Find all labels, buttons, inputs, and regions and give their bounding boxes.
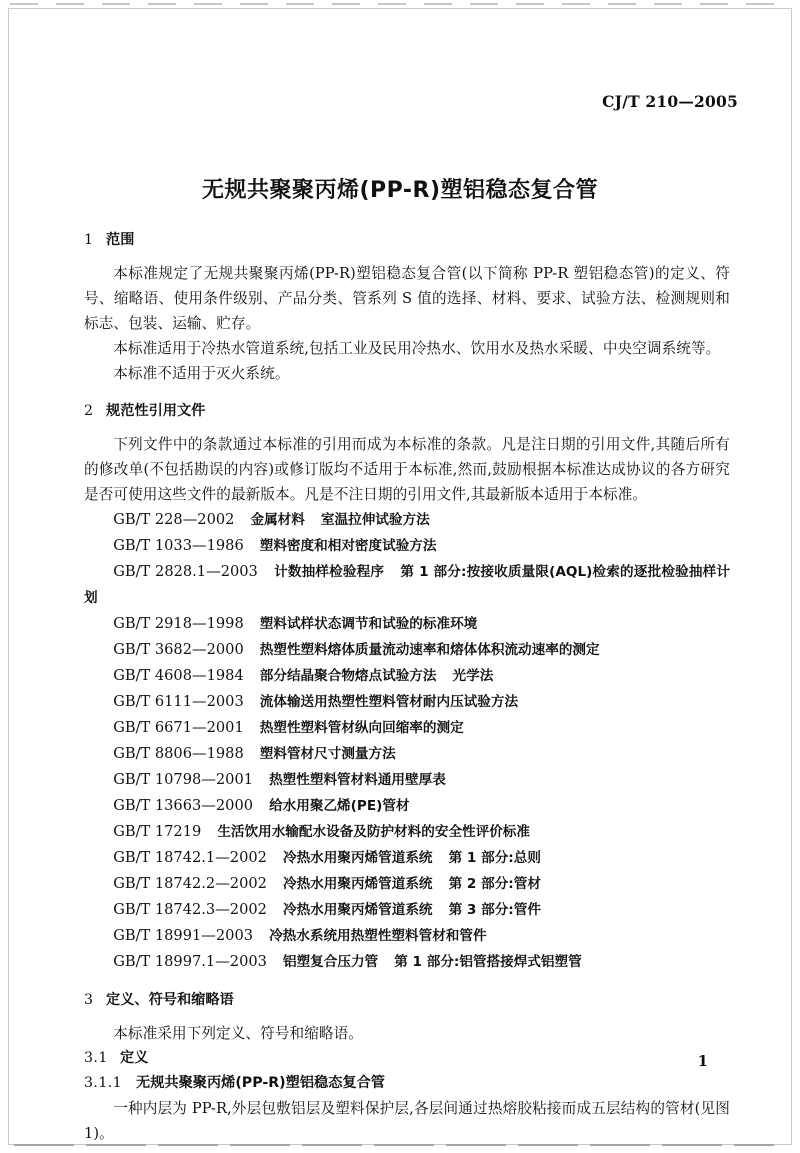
scope-paragraph-1: 本标准规定了无规共聚聚丙烯(PP-R)塑铝稳态复合管(以下简称 PP-R 塑铝稳态管)的定义、符号、缩略语、使用条件级别、产品分类、管系列 S 值的选择、材料、要求、试验方法、检测规则和标志、包装、运输、贮存。 bbox=[84, 265, 730, 332]
list-item bbox=[84, 559, 730, 611]
reference-code: GB/T 18742.1—2002 bbox=[113, 849, 267, 866]
reference-subtitle: 第 2 部分:管材 bbox=[448, 876, 541, 892]
list-item bbox=[84, 715, 730, 741]
list-item bbox=[84, 767, 730, 793]
reference-subtitle: 光学法 bbox=[452, 668, 494, 684]
reference-title: 计数抽样检验程序 bbox=[273, 564, 385, 580]
reference-title: 冷热水用聚丙烯管道系统 bbox=[283, 850, 433, 866]
scope-paragraph-2: 本标准适用于冷热水管道系统,包括工业及民用冷热水、饮用水及热水采暖、中央空调系统等。 bbox=[113, 340, 721, 357]
section-number-normative-references: 2 bbox=[84, 403, 94, 419]
running-header-standard-code: CJ/T 210—2005 bbox=[602, 92, 738, 111]
list-item bbox=[84, 819, 730, 845]
reference-code: GB/T 18742.2—2002 bbox=[113, 875, 267, 892]
reference-code: GB/T 2828.1—2003 bbox=[113, 563, 258, 580]
section-title-normative-references: 规范性引用文件 bbox=[106, 403, 206, 419]
scope-paragraph-3: 本标准不适用于灭火系统。 bbox=[113, 365, 290, 382]
reference-title: 流体输送用热塑性塑料管材耐内压试验方法 bbox=[259, 694, 519, 710]
section-number-scope: 1 bbox=[84, 232, 94, 248]
reference-title: 塑料试样状态调节和试验的标准环境 bbox=[259, 616, 478, 632]
reference-code: GB/T 18997.1—2003 bbox=[113, 953, 267, 970]
spacer bbox=[84, 424, 730, 432]
reference-subtitle: 第 3 部分:管件 bbox=[448, 902, 541, 918]
subsection-number-definitions: 3.1 bbox=[84, 1050, 108, 1066]
section-heading-definitions bbox=[84, 988, 730, 1013]
reference-subtitle: 第 1 部分:铝管搭接焊式铝塑管 bbox=[394, 954, 582, 970]
reference-code: GB/T 3682—2000 bbox=[113, 641, 244, 658]
section-heading-scope bbox=[84, 228, 730, 253]
list-item bbox=[84, 663, 730, 689]
reference-title: 给水用聚乙烯(PE)管材 bbox=[269, 798, 410, 814]
subsubsection-number-ppr-pipe: 3.1.1 bbox=[84, 1075, 123, 1091]
document-title: 无规共聚聚丙烯(PP-R)塑铝稳态复合管 bbox=[201, 177, 599, 203]
reference-code: GB/T 18991—2003 bbox=[113, 927, 254, 944]
list-item bbox=[84, 897, 730, 923]
reference-subtitle: 第 1 部分:按接收质量限(AQL)检索的逐批检验抽样计划 bbox=[84, 564, 730, 606]
reference-code: GB/T 13663—2000 bbox=[113, 797, 254, 814]
reference-code: GB/T 18742.3—2002 bbox=[113, 901, 267, 918]
reference-title: 塑料管材尺寸测量方法 bbox=[259, 746, 396, 762]
list-item bbox=[84, 871, 730, 897]
reference-title: 冷热水用聚丙烯管道系统 bbox=[283, 902, 433, 918]
reference-subtitle: 第 1 部分:总则 bbox=[448, 850, 541, 866]
subsection-title-definitions: 定义 bbox=[120, 1050, 149, 1066]
reference-code: GB/T 228—2002 bbox=[113, 511, 235, 528]
reference-title: 金属材料 bbox=[250, 512, 305, 528]
reference-title: 热塑性塑料管材纵向回缩率的测定 bbox=[259, 720, 464, 736]
definitions-intro: 本标准采用下列定义、符号和缩略语。 bbox=[113, 1025, 363, 1042]
spacer bbox=[84, 975, 730, 988]
list-item bbox=[84, 507, 730, 533]
list-item bbox=[84, 741, 730, 767]
reference-code: GB/T 6111—2003 bbox=[113, 693, 244, 710]
document-body bbox=[84, 228, 730, 1146]
subsubsection-heading-ppr-pipe bbox=[84, 1071, 730, 1096]
reference-code: GB/T 6671—2001 bbox=[113, 719, 244, 736]
list-item bbox=[84, 793, 730, 819]
section-heading-normative-references bbox=[84, 399, 730, 424]
reference-title: 冷热水系统用热塑性塑料管材和管件 bbox=[269, 928, 487, 944]
normative-references-intro: 下列文件中的条款通过本标准的引用而成为本标准的条款。凡是注日期的引用文件,其随后所有的修改单(不包括勘误的内容)或修订版均不适用于本标准,然而,鼓励根据本标准达成协议的各方研究是否可使用这些文件的最新版本。凡是不注日期的引用文件,其最新版本适用于本标准。 bbox=[84, 436, 730, 503]
reference-title: 塑料密度和相对密度试验方法 bbox=[259, 538, 437, 554]
list-item bbox=[84, 637, 730, 663]
reference-code: GB/T 1033—1986 bbox=[113, 537, 244, 554]
reference-subtitle: 室温拉伸试验方法 bbox=[320, 512, 430, 528]
reference-code: GB/T 10798—2001 bbox=[113, 771, 254, 788]
ppr-pipe-definition-body: 一种内层为 PP-R,外层包敷铝层及塑料保护层,各层间通过热熔胶粘接而成五层结构的管材(见图 1)。 bbox=[84, 1100, 730, 1142]
reference-code: GB/T 4608—1984 bbox=[113, 667, 244, 684]
list-item bbox=[84, 689, 730, 715]
reference-code: GB/T 8806—1988 bbox=[113, 745, 244, 762]
reference-title: 生活饮用水输配水设备及防护材料的安全性评价标准 bbox=[217, 824, 530, 840]
spacer bbox=[84, 1013, 730, 1021]
reference-title: 铝塑复合压力管 bbox=[283, 954, 379, 970]
reference-title: 热塑性塑料管材料通用壁厚表 bbox=[269, 772, 446, 788]
list-item bbox=[84, 611, 730, 637]
reference-code: GB/T 2918—1998 bbox=[113, 615, 244, 632]
reference-title: 冷热水用聚丙烯管道系统 bbox=[283, 876, 433, 892]
list-item bbox=[84, 845, 730, 871]
page-number: 1 bbox=[697, 1052, 708, 1070]
reference-title: 热塑性塑料熔体质量流动速率和熔体体积流动速率的测定 bbox=[259, 642, 600, 658]
spacer bbox=[84, 253, 730, 261]
reference-code: GB/T 17219 bbox=[113, 823, 202, 840]
list-item bbox=[84, 949, 730, 975]
reference-title: 部分结晶聚合物熔点试验方法 bbox=[259, 668, 437, 684]
section-number-definitions: 3 bbox=[84, 992, 94, 1008]
list-item bbox=[84, 923, 730, 949]
normative-reference-list bbox=[84, 507, 730, 975]
spacer bbox=[84, 386, 730, 399]
section-title-definitions: 定义、符号和缩略语 bbox=[106, 992, 234, 1008]
section-title-scope: 范围 bbox=[106, 232, 135, 248]
subsubsection-title-ppr-pipe: 无规共聚聚丙烯(PP-R)塑铝稳态复合管 bbox=[136, 1075, 385, 1091]
subsection-heading-definitions bbox=[84, 1046, 730, 1071]
list-item bbox=[84, 533, 730, 559]
